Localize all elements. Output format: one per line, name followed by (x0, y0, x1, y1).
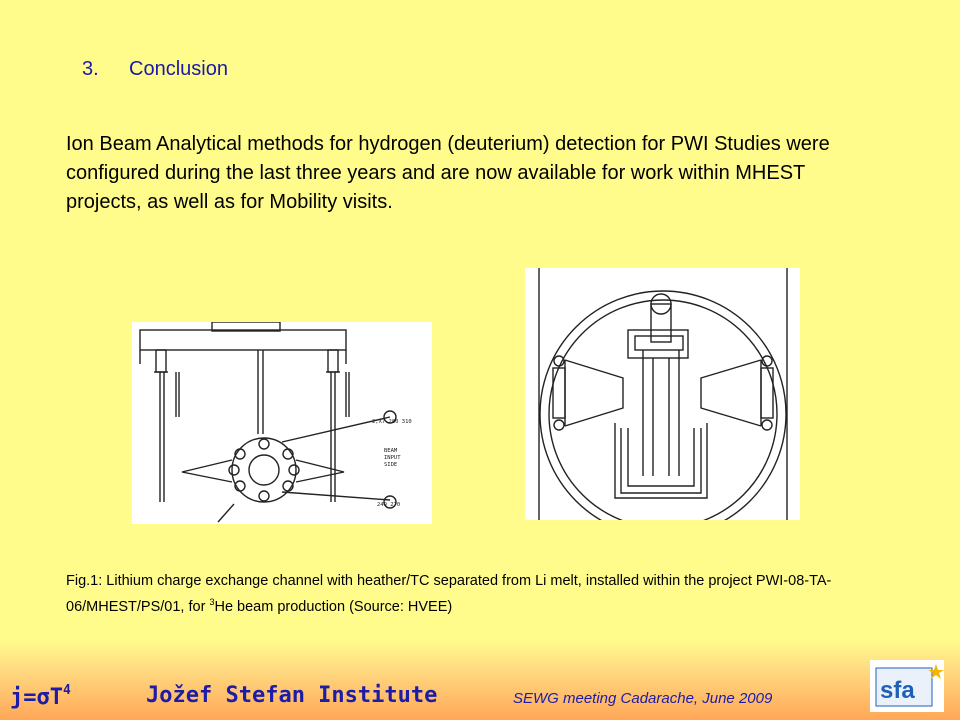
section-title: Conclusion (129, 58, 228, 80)
sfa-logo-icon (870, 660, 944, 712)
caption-text-part1: Fig.1: Lithium charge exchange channel with heather/TC separated from Li melt, installed within the project PWI-08-TA-06/MHEST/PS/01, for (66, 573, 832, 615)
caption-text-part2: He beam production (Source: HVEE) (214, 599, 453, 615)
footer-bar (0, 640, 960, 720)
meeting-info: SEWG meeting Cadarache, June 2009 (513, 690, 773, 707)
fig-label-side: SIDE (384, 462, 398, 468)
formula-text: j=σT (10, 685, 63, 710)
figure-right-drawing (525, 268, 800, 520)
technical-drawing-cross-section (525, 268, 800, 520)
footer-formula (10, 683, 71, 710)
sfa-logo-text: sfa (880, 677, 915, 704)
institute-name: Jožef Stefan Institute (146, 683, 438, 708)
conclusion-paragraph: Ion Beam Analytical methods for hydrogen (deuterium) detection for PWI Studies were configured during the last three years and are now available for work within MHEST projects, as well as for Mobility visits. (66, 133, 830, 213)
fig-label-lower: 249 270 (377, 502, 401, 508)
fig-label-input: INPUT (384, 455, 401, 461)
caption-superscript: 3 (209, 597, 215, 607)
section-heading (82, 58, 228, 81)
figure-caption (66, 571, 866, 618)
section-number: 3. (82, 58, 99, 80)
fig-label-dimensions: 2,X7 280 310 (372, 419, 412, 425)
formula-exponent: 4 (62, 683, 71, 698)
technical-drawing-side-view (132, 322, 432, 524)
figure-left-drawing (132, 322, 432, 524)
fig-label-beam: BEAM (384, 448, 398, 454)
sfa-logo (870, 660, 944, 712)
